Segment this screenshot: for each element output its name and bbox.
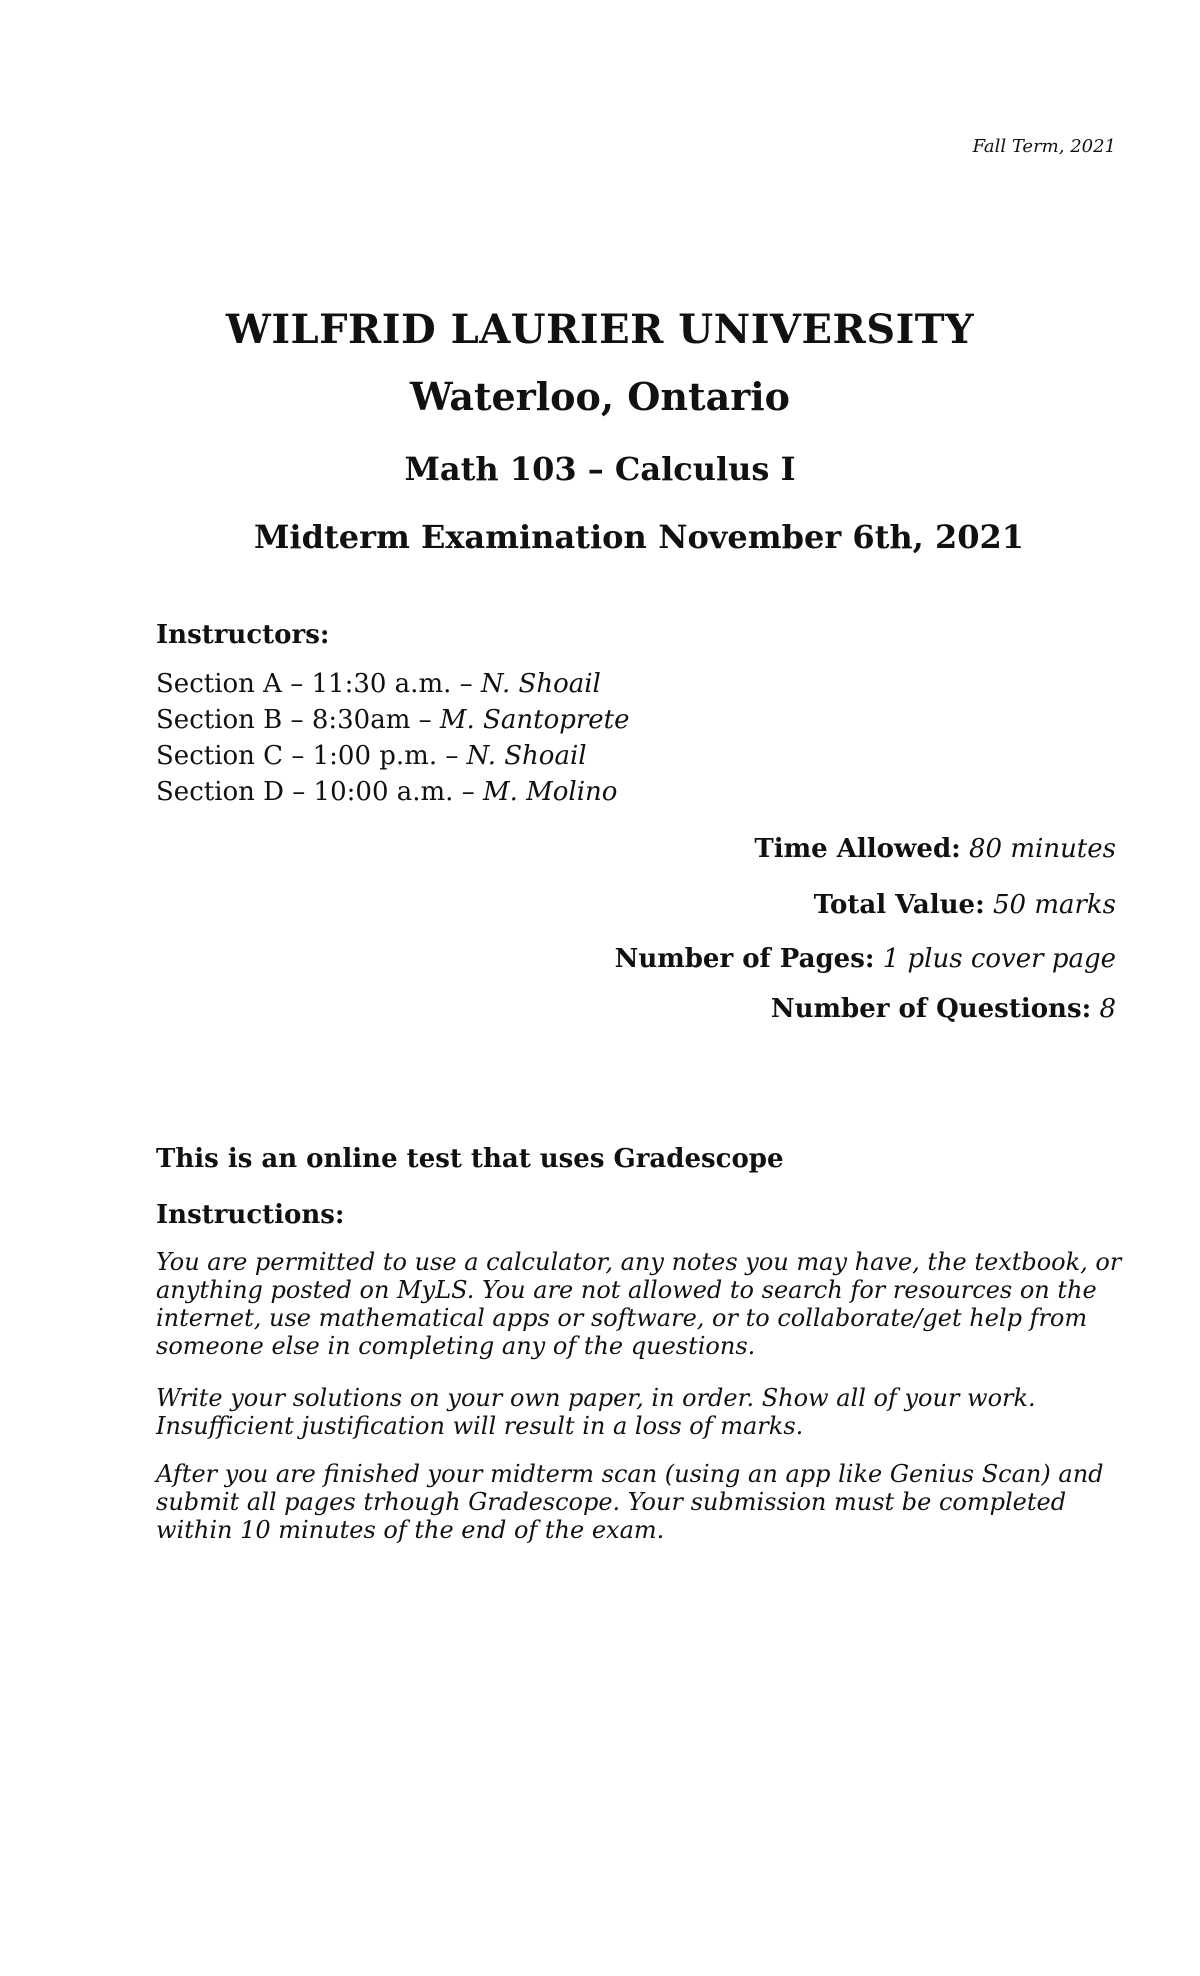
online-test-note: This is an online test that uses Gradescope [156, 1144, 784, 1174]
section-label: Section C – 1:00 p.m. – [156, 741, 467, 771]
number-of-pages-value: 1 plus cover page [882, 944, 1116, 974]
university-city: Waterloo, Ontario [409, 374, 791, 419]
section-list [156, 666, 630, 810]
term-label: Fall Term, 2021 [972, 136, 1116, 157]
instructions-paragraph-submission: After you are finished your midterm scan (using an app like Genius Scan) and submit all pages trhough Gradescope. Your submission must be completed within 10 minutes of the end of the exam. [156, 1460, 1104, 1544]
time-allowed-value: 80 minutes [969, 834, 1116, 864]
total-value [814, 890, 1116, 920]
instructor-name: N. Shoail [466, 741, 587, 771]
section-row [156, 666, 630, 702]
time-allowed-label: Time Allowed: [754, 834, 961, 864]
number-of-questions-label: Number of Questions: [770, 994, 1092, 1024]
instructions-paragraph-resources: You are permitted to use a calculator, any notes you may have, the textbook, or anything posted on MyLS. You are not allowed to search for resources on the internet, use mathematical apps or software, or to collaborate/get help from someone else in completing any of the questions. [156, 1248, 1122, 1360]
total-value-label: Total Value: [813, 890, 985, 920]
section-label: Section A – 11:30 a.m. – [156, 669, 481, 699]
course-title: Math 103 – Calculus I [404, 450, 796, 488]
instructor-name: M. Molino [482, 777, 618, 807]
number-of-pages [615, 944, 1116, 974]
section-row [156, 738, 630, 774]
section-row [156, 774, 630, 810]
instructions-heading: Instructions: [156, 1200, 345, 1230]
instructor-name: N. Shoail [480, 669, 601, 699]
total-value-value: 50 marks [992, 890, 1116, 920]
exam-date: November 6th, 2021 [658, 518, 1024, 556]
section-row [156, 702, 630, 738]
time-allowed [754, 834, 1116, 864]
instructor-name: M. Santoprete [439, 705, 630, 735]
instructors-heading: Instructors: [156, 620, 330, 650]
exam-type: Midterm Examination [254, 518, 647, 556]
instructions-paragraph-solutions: Write your solutions on your own paper, in order. Show all of your work. Insufficient justification will result in a loss of marks. [156, 1384, 1036, 1440]
number-of-questions [771, 994, 1116, 1024]
university-name: WILFRID LAURIER UNIVERSITY [225, 306, 975, 353]
section-label: Section D – 10:00 a.m. – [156, 777, 483, 807]
number-of-questions-value: 8 [1099, 994, 1116, 1024]
exam-title-row [254, 518, 1024, 556]
section-label: Section B – 8:30am – [156, 705, 440, 735]
number-of-pages-label: Number of Pages: [614, 944, 875, 974]
